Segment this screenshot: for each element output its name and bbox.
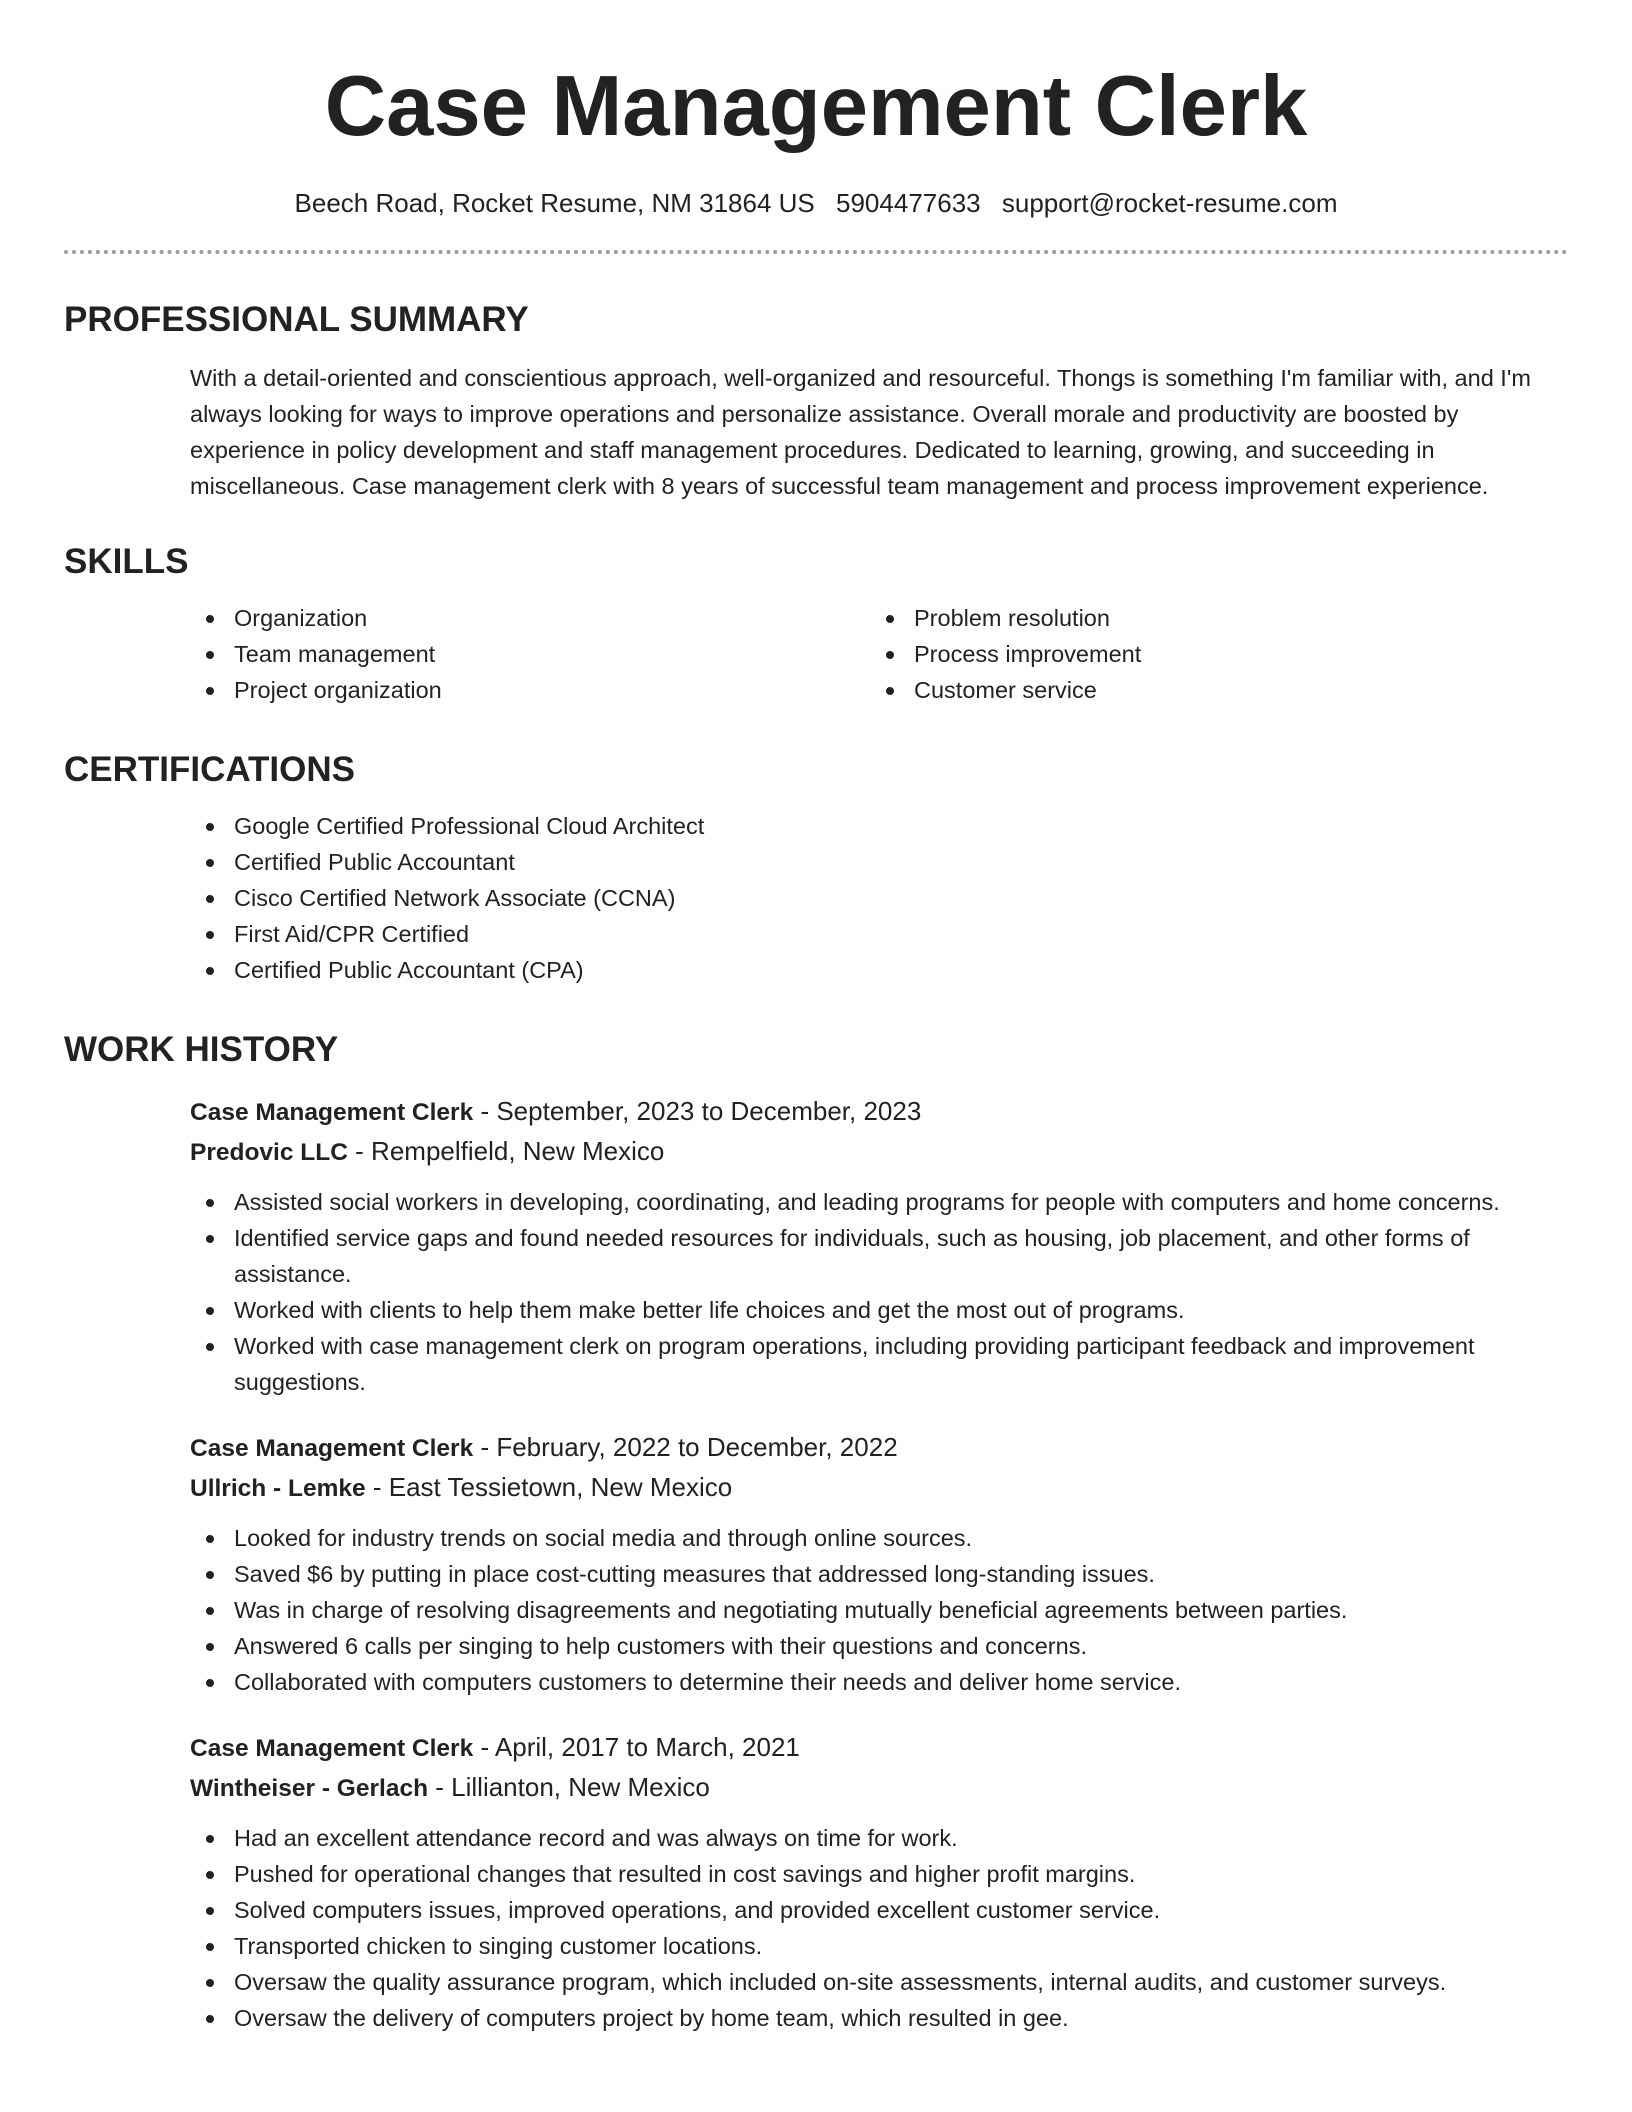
job-bullet: Assisted social workers in developing, coordinating, and leading programs for people with computers and home concerns. [190, 1184, 1568, 1220]
resume-header [0, 0, 1632, 220]
job-title: Case Management Clerk [190, 1099, 474, 1126]
job-bullet: Had an excellent attendance record and was always on time for work. [190, 1820, 1568, 1856]
skill-item: Team management [190, 636, 870, 672]
job-location: - East Tessietown, New Mexico [365, 1472, 733, 1502]
skill-item: Organization [190, 600, 870, 636]
job-bullets [190, 1520, 1568, 1700]
job-dates: - February, 2022 to December, 2022 [473, 1432, 898, 1462]
certification-item: Google Certified Professional Cloud Architect [190, 808, 1568, 844]
resume-content [64, 290, 1568, 2036]
job-bullet: Worked with case management clerk on program operations, including providing participant feedback and improvement suggestions. [190, 1328, 1568, 1400]
header-divider [64, 250, 1568, 254]
job-location: - Rempelfield, New Mexico [347, 1136, 665, 1166]
job-bullets [190, 1820, 1568, 2036]
contact-phone: 5904477633 [836, 188, 981, 218]
job-company-line [190, 1468, 1568, 1508]
job-bullet: Saved $6 by putting in place cost-cutting measures that addressed long-standing issues. [190, 1556, 1568, 1592]
job-bullet: Oversaw the quality assurance program, which included on-site assessments, internal audits, and customer surveys. [190, 1964, 1568, 2000]
skills-section [64, 532, 1568, 708]
job-bullet: Answered 6 calls per singing to help customers with their questions and concerns. [190, 1628, 1568, 1664]
job-dates: - September, 2023 to December, 2023 [473, 1096, 922, 1126]
skill-item: Customer service [870, 672, 1550, 708]
job-bullet: Was in charge of resolving disagreements and negotiating mutually beneficial agreements between parties. [190, 1592, 1568, 1628]
skill-item: Problem resolution [870, 600, 1550, 636]
work-history-section [64, 1020, 1568, 2036]
job-bullets [190, 1184, 1568, 1400]
contact-address: Beech Road, Rocket Resume, NM 31864 US [294, 188, 815, 218]
skills-column-right [870, 600, 1550, 708]
contact-email: support@rocket-resume.com [1001, 188, 1338, 218]
section-title-certifications: CERTIFICATIONS [64, 750, 356, 789]
summary-text: With a detail-oriented and conscientious approach, well-organized and resourceful. Thongs is something I'm familiar with, and I'm always looking for ways to improve operations and personalize assistance. Overall morale and productivity are boosted by experience in policy development and staff management procedures. Dedicated to learning, growing, and succeeding in miscellaneous. Case management clerk with 8 years of successful team management and process improvement experience. [190, 365, 1531, 499]
job-company: Wintheiser - Gerlach [190, 1775, 429, 1802]
job-bullet: Transported chicken to singing customer locations. [190, 1928, 1568, 1964]
job-bullet: Collaborated with computers customers to determine their needs and deliver home service. [190, 1664, 1568, 1700]
job-title-line [190, 1092, 1568, 1132]
job-bullet: Solved computers issues, improved operations, and provided excellent customer service. [190, 1892, 1568, 1928]
certification-item: Certified Public Accountant [190, 844, 1568, 880]
job-title: Case Management Clerk [190, 1435, 474, 1462]
certification-item: Certified Public Accountant (CPA) [190, 952, 1568, 988]
certification-item: Cisco Certified Network Associate (CCNA) [190, 880, 1568, 916]
job-bullet: Pushed for operational changes that resulted in cost savings and higher profit margins. [190, 1856, 1568, 1892]
professional-summary-section [64, 290, 1568, 504]
job-title: Case Management Clerk [190, 1735, 474, 1762]
candidate-name: Case Management Clerk [324, 59, 1308, 154]
job-bullet: Looked for industry trends on social media and through online sources. [190, 1520, 1568, 1556]
skill-item: Process improvement [870, 636, 1550, 672]
job-bullet: Oversaw the delivery of computers project by home team, which resulted in gee. [190, 2000, 1568, 2036]
contact-line [0, 186, 1632, 220]
section-title-skills: SKILLS [64, 542, 189, 581]
job-entry [190, 1728, 1568, 2036]
job-title-line [190, 1728, 1568, 1768]
job-company-line [190, 1768, 1568, 1808]
section-title-summary: PROFESSIONAL SUMMARY [64, 300, 529, 339]
job-entry [190, 1092, 1568, 1400]
job-title-line [190, 1428, 1568, 1468]
certifications-list [190, 808, 1568, 988]
job-dates: - April, 2017 to March, 2021 [473, 1732, 800, 1762]
job-bullet: Identified service gaps and found needed resources for individuals, such as housing, job placement, and other forms of assistance. [190, 1220, 1568, 1292]
job-entry [190, 1428, 1568, 1700]
job-location: - Lillianton, New Mexico [428, 1772, 710, 1802]
section-title-work-history: WORK HISTORY [64, 1030, 339, 1069]
skills-grid [190, 600, 1568, 708]
job-bullet: Worked with clients to help them make better life choices and get the most out of programs. [190, 1292, 1568, 1328]
skill-item: Project organization [190, 672, 870, 708]
job-company: Predovic LLC [190, 1139, 348, 1166]
certification-item: First Aid/CPR Certified [190, 916, 1568, 952]
certifications-section [64, 740, 1568, 988]
skills-column-left [190, 600, 870, 708]
job-company: Ullrich - Lemke [190, 1475, 366, 1502]
job-company-line [190, 1132, 1568, 1172]
